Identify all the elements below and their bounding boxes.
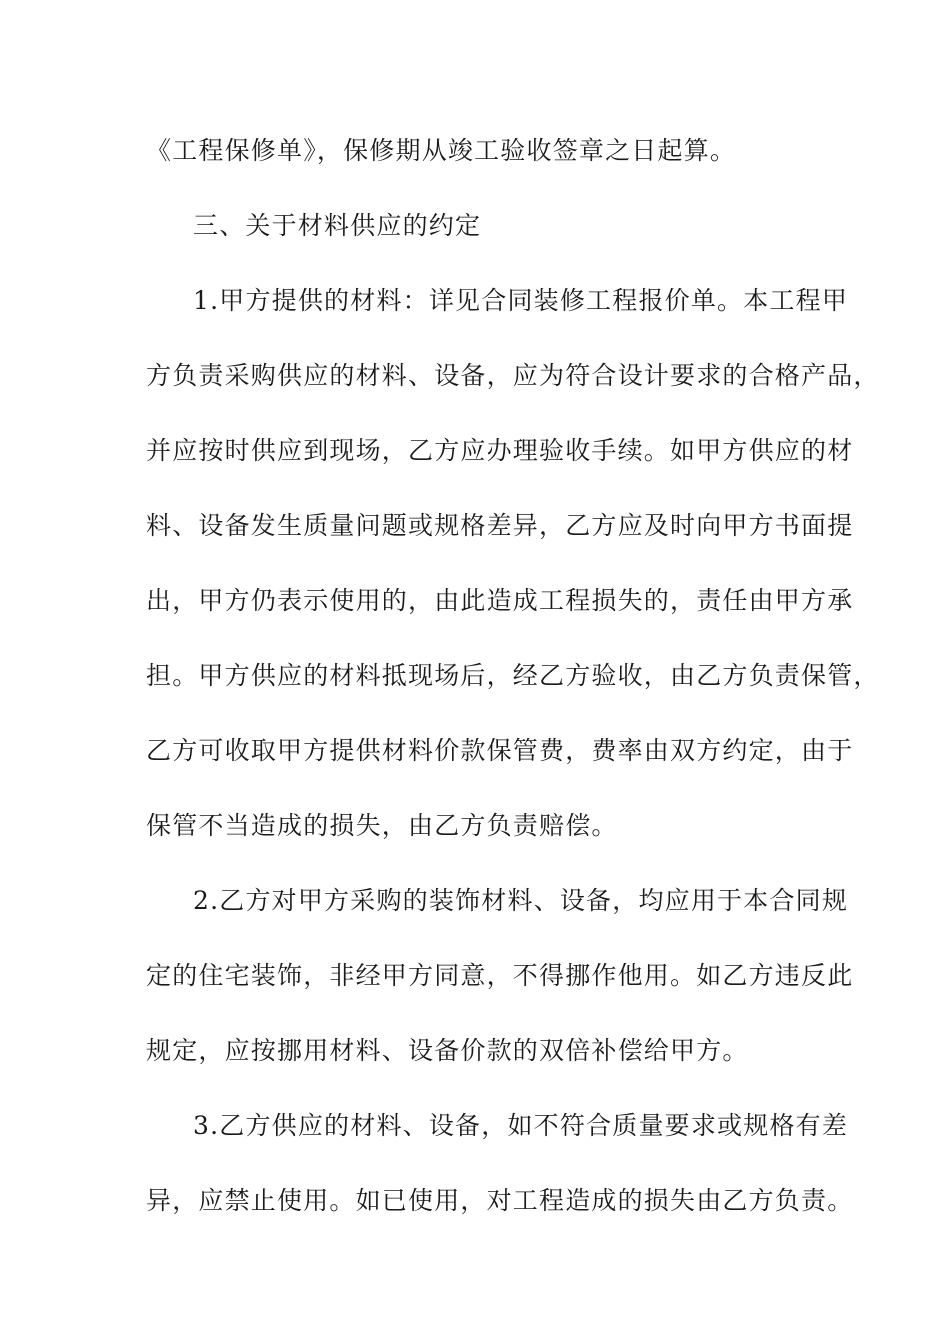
text-line: 保管不当造成的损失，由乙方负责赔偿。 [146, 811, 618, 840]
text-line: 并应按时供应到现场，乙方应办理验收手续。如甲方供应的材 [146, 436, 854, 465]
text-line: 乙方可收取甲方提供材料价款保管费，费率由双方约定，由于 [146, 736, 854, 765]
text-line: 1.甲方提供的材料：详见合同装修工程报价单。本工程甲 [193, 286, 849, 315]
text-line: 3.乙方供应的材料、设备，如不符合质量要求或规格有差 [193, 1111, 849, 1140]
section-heading: 三、关于材料供应的约定 [193, 211, 482, 240]
text-line: 2.乙方对甲方采购的装饰材料、设备，均应用于本合同规 [193, 886, 849, 915]
text-line: 规定，应按挪用材料、设备价款的双倍补偿给甲方。 [146, 1036, 749, 1065]
text-line: 方负责采购供应的材料、设备，应为符合设计要求的合格产品， [146, 361, 880, 390]
text-line: 出，甲方仍表示使用的，由此造成工程损失的，责任由甲方承 [146, 586, 854, 615]
text-line: 料、设备发生质量问题或规格差异，乙方应及时向甲方书面提 [146, 511, 854, 540]
text-line: 异，应禁止使用。如已使用，对工程造成的损失由乙方负责。 [146, 1186, 854, 1215]
text-line: 定的住宅装饰，非经甲方同意，不得挪作他用。如乙方违反此 [146, 961, 854, 990]
text-line: 担。甲方供应的材料抵现场后，经乙方验收，由乙方负责保管， [146, 661, 880, 690]
text-line: 《工程保修单》，保修期从竣工验收签章之日起算。 [146, 136, 737, 165]
